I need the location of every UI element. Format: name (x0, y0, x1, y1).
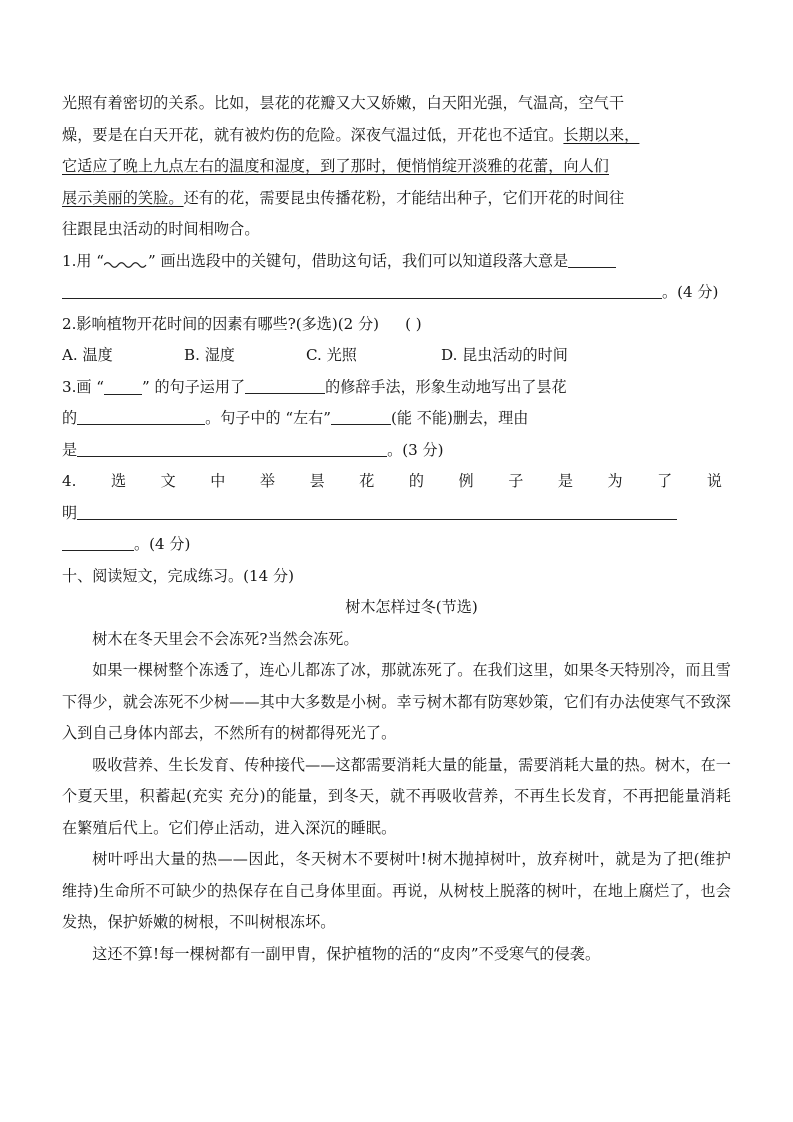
passage-one-line-3 (62, 151, 731, 183)
passage-one-line-2 (62, 120, 731, 152)
question-2-text: 影响植物开花时间的因素有哪些?(多选)(2 分) (76, 314, 380, 333)
question-3-blank-a[interactable] (245, 378, 325, 394)
passage-one-line-4-plain: 还有的花，需要昆虫传播花粉，才能结出种子，它们开花的时间往 (183, 188, 625, 207)
question-2-answer-bracket[interactable]: ( ) (405, 314, 422, 333)
question-4-char-2: 文 (160, 472, 176, 490)
question-1 (62, 246, 731, 309)
question-3-line-2 (62, 403, 731, 435)
question-3-line-1 (62, 372, 731, 404)
question-1-points: (4 分) (677, 283, 719, 301)
passage-one-line-4-underlined: 展示美丽的笑脸。 (62, 188, 184, 207)
question-3-seg-4: 的 (62, 409, 78, 427)
question-3 (62, 372, 731, 467)
question-1-suffix: ” 画出选段中的关键句，借助这句话，我们可以知道段落大意是 (148, 251, 569, 270)
passage-one-line-3-underlined: 它适应了晚上九点左右的温度和湿度，到了那时，便悄悄绽开淡雅的花蕾，向人们 (62, 157, 609, 175)
question-4-char-6: 花 (359, 472, 375, 490)
passage-one-line-2-underlined: 长期以来， (563, 125, 640, 144)
question-4-period: 。 (134, 535, 150, 553)
question-4-char-7: 的 (408, 472, 424, 490)
question-3-period: 。 (387, 440, 403, 459)
passage-two-paragraph-3: 吸收营养、生长发育、传种接代——这都需要消耗大量的能量，需要消耗大量的热。树木，在一个夏天里，积蓄起(充实 充分)的能量，到冬天，就不再吸收营养，不再生长发育，不再把能量消耗在繁殖后代上。它们停止活动，进入深沉的睡眠。 (62, 755, 731, 837)
question-1-line-1 (62, 246, 731, 278)
question-3-seg-1: 画 “ (76, 377, 105, 396)
question-2 (62, 309, 731, 372)
option-c[interactable]: C. 光照 (306, 346, 357, 364)
question-3-blank-c[interactable] (331, 409, 391, 425)
question-3-seg-3: 的修辞手法，形象生动地写出了昙花 (325, 377, 567, 396)
question-3-seg-2: ” 的句子运用了 (142, 377, 246, 396)
question-4-char-9: 子 (508, 472, 524, 490)
question-1-blank-b[interactable] (62, 283, 662, 299)
question-4 (62, 466, 731, 561)
straight-underline-icon (104, 381, 142, 395)
question-1-blank-a[interactable] (568, 252, 616, 268)
question-4-char-8: 例 (458, 472, 474, 490)
question-4-char-5: 昙 (309, 472, 325, 490)
question-3-seg-6: (能 不能)删去，理由 (391, 409, 529, 427)
question-3-number: 3. (62, 377, 77, 396)
question-1-prefix: 用 “ (76, 251, 105, 270)
question-4-points: (4 分) (149, 535, 191, 553)
question-3-seg-5: 。句子中的 “左右” (205, 409, 331, 427)
question-4-seg-ming: 明 (62, 503, 78, 522)
question-2-options (62, 340, 731, 372)
question-3-blank-b[interactable] (77, 409, 205, 425)
question-4-blank-b[interactable] (62, 535, 134, 551)
section-heading: 十、阅读短文，完成练习。(14 分) (62, 566, 295, 585)
question-1-period: 。 (662, 283, 678, 301)
document-body (62, 88, 731, 970)
passage-two-paragraph-1: 树木在冬天里会不会冻死?当然会冻死。 (92, 629, 359, 648)
question-2-number: 2. (62, 314, 77, 333)
question-4-line-1 (62, 466, 722, 498)
question-3-seg-7: 是 (62, 440, 78, 459)
question-4-char-11: 为 (607, 472, 623, 490)
question-4-number: 4. (62, 472, 77, 490)
question-4-line-2 (62, 498, 731, 530)
wavy-underline-icon (104, 256, 148, 269)
question-1-line-2 (62, 277, 731, 309)
question-4-char-10: 是 (557, 472, 573, 490)
question-3-blank-d[interactable] (77, 441, 387, 457)
question-4-line-3 (62, 529, 731, 561)
question-2-stem (62, 309, 731, 341)
passage-one-line-5: 往跟昆虫活动的时间相吻合。 (62, 220, 260, 238)
question-4-char-4: 举 (259, 472, 276, 490)
question-3-line-3 (62, 435, 731, 467)
question-3-points: (3 分) (402, 440, 444, 459)
passage-two-paragraph-2: 如果一棵树整个冻透了，连心儿都冻了冰，那就冻死了。在我们这里，如果冬天特别冷，而且雪下得少，就会冻死不少树——其中大多数是小树。幸亏树木都有防寒妙策，它们有办法使寒气不致深入到自己身体内部去，不然所有的树都得死光了。 (62, 661, 731, 742)
question-4-blank-a[interactable] (77, 504, 677, 520)
passage-two-paragraph-4: 树叶呼出大量的热——因此，冬天树木不要树叶!树木抛掉树叶，放弃树叶，就是为了把(维护 维持)生命所不可缺少的热保存在自己身体里面。再说，从树枝上脱落的树叶，在地上腐烂了，也会发热，保护娇嫩的树根，不叫树根冻坏。 (62, 850, 731, 931)
passage-one-line-1: 光照有着密切的关系。比如，昙花的花瓣又大又娇嫩，白天阳光强，气温高，空气干 (62, 94, 625, 112)
passage-one-line-2-plain: 燥，要是在白天开花，就有被灼伤的危险。深夜气温过低，开花也不适宜。 (62, 125, 564, 144)
question-1-number: 1. (62, 251, 77, 270)
passage-one-line-4 (62, 183, 731, 215)
option-a[interactable]: A. 温度 (62, 346, 113, 364)
passage-two (62, 624, 731, 971)
passage-one (62, 88, 731, 246)
passage-two-paragraph-5: 这还不算!每一棵树都有一副甲胄，保护植物的活的“皮肉”不受寒气的侵袭。 (92, 944, 601, 963)
question-4-char-13: 说 (706, 472, 722, 490)
question-4-char-1: 选 (110, 472, 127, 490)
article-title: 树木怎样过冬(节选) (345, 598, 478, 616)
option-b[interactable]: B. 湿度 (184, 346, 235, 364)
question-4-char-3: 中 (210, 472, 226, 490)
question-4-char-12: 了 (657, 472, 673, 490)
option-d[interactable]: D. 昆虫活动的时间 (441, 346, 568, 364)
